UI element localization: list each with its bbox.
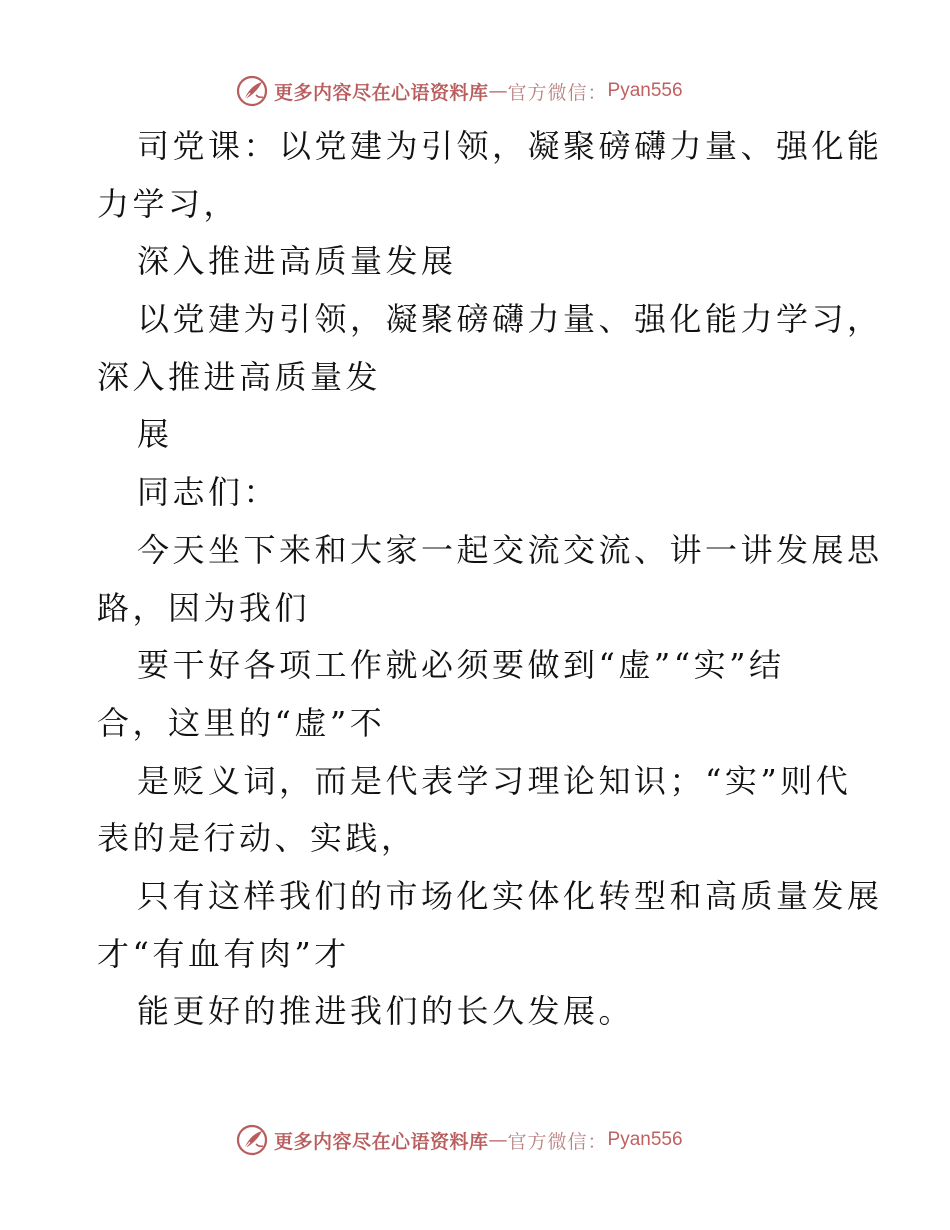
- banner-main-text: 更多内容尽在心语资料库: [274, 81, 489, 104]
- text-line: 司党课：以党建为引领，凝聚磅礴力量、强化能: [137, 127, 883, 165]
- text-line: 同志们：: [137, 473, 280, 512]
- text-line: 展: [137, 415, 173, 454]
- text-line: 合，这里的“虚”不: [97, 703, 386, 742]
- text-line: 表的是行动、实践，: [97, 819, 417, 858]
- footer-banner: [236, 1123, 683, 1157]
- banner-dash: —: [488, 80, 508, 102]
- header-banner: [236, 74, 683, 108]
- text-line: 才“有血有肉”才: [97, 934, 350, 973]
- text-line: 深入推进高质量发展: [137, 242, 457, 281]
- banner-wechat-id: Pyan556: [607, 1129, 683, 1150]
- banner-wechat-id: Pyan556: [607, 80, 683, 101]
- text-line: 能更好的推进我们的长久发展。: [137, 992, 635, 1031]
- text-line: 路，因为我们: [97, 588, 311, 627]
- feather-pen-logo-icon: [236, 75, 268, 107]
- banner-wechat-label: 官方微信：: [507, 1130, 608, 1153]
- document-body: [97, 118, 883, 1041]
- text-line: 深入推进高质量发: [97, 357, 382, 396]
- text-line: 以党建为引领，凝聚磅礴力量、强化能力学习，: [137, 300, 883, 339]
- banner-main-text: 更多内容尽在心语资料库: [274, 1130, 489, 1153]
- banner-dash: —: [488, 1129, 508, 1151]
- text-line: 今天坐下来和大家一起交流交流、讲一讲发展思: [137, 530, 883, 569]
- text-line: 是贬义词，而是代表学习理论知识；“实”则代: [137, 761, 852, 800]
- banner-wechat-label: 官方微信：: [507, 81, 608, 104]
- text-line: 力学习，: [97, 184, 240, 223]
- feather-pen-logo-icon: [236, 1124, 268, 1156]
- text-line: 只有这样我们的市场化实体化转型和高质量发展: [137, 876, 883, 915]
- text-line: 要干好各项工作就必须要做到“虚”“实”结: [137, 646, 785, 685]
